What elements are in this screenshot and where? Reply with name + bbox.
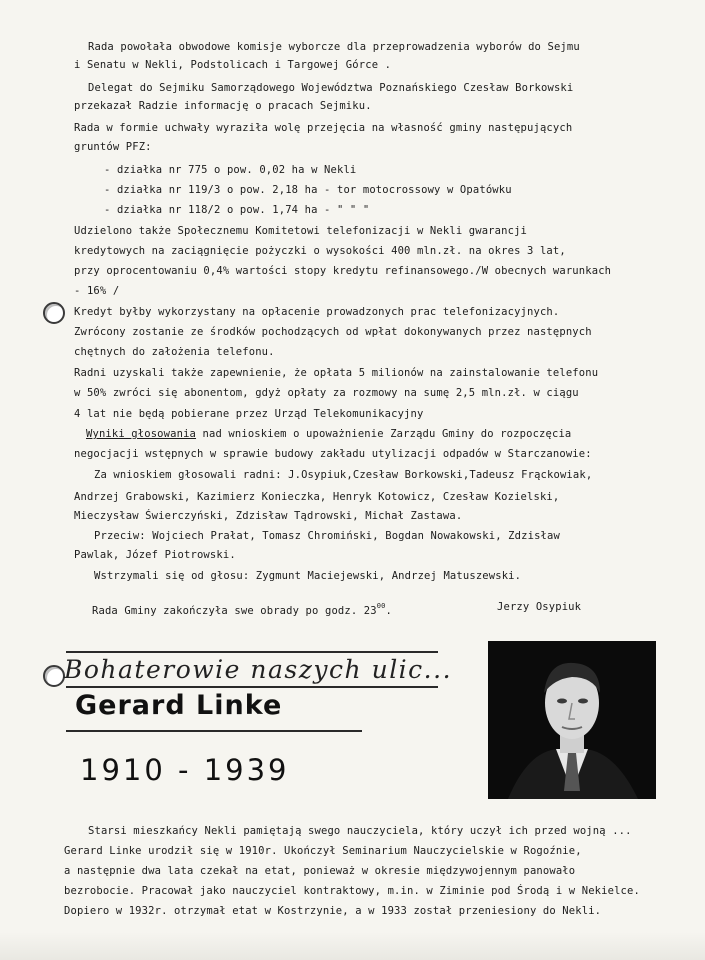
text-line: Kredyt byłby wykorzystany na opłacenie prowadzonych prac telefonizacyjnych.: [74, 306, 560, 318]
text-line: Za wnioskiem głosowali radni: J.Osypiuk,Czesław Borkowski,Tadeusz Frąckowiak,: [94, 469, 593, 481]
section-banner-title: Bohaterowie naszych ulic...: [64, 655, 453, 684]
closing-period: .: [385, 605, 392, 617]
hero-name: Gerard Linke: [75, 690, 283, 721]
banner-rule-top: [66, 651, 438, 653]
text-line: Zwrócony zostanie ze środków pochodzących od wpłat dokonywanych przez następnych: [74, 326, 592, 338]
portrait-illustration: [488, 641, 656, 799]
text-line: Pawlak, Józef Piotrowski.: [74, 549, 236, 561]
text-line: w 50% zwróci się abonentom, gdyż opłaty za rozmowy na sumę 2,5 mln.zł. w ciągu: [74, 387, 579, 399]
text-line: nad wnioskiem o upoważnienie Zarządu Gminy do rozpoczęcia: [202, 428, 572, 440]
text-line: Przeciw: Wojciech Prałat, Tomasz Chromiński, Bogdan Nowakowski, Zdzisław: [94, 530, 560, 542]
text-line: chętnych do założenia telefonu.: [74, 346, 275, 358]
signature-author: Jerzy Osypiuk: [497, 601, 582, 613]
page-bottom-edge: [0, 932, 705, 960]
text-line: Gerard Linke urodził się w 1910r. Ukończył Seminarium Nauczycielskie w Rogoźnie,: [64, 845, 582, 857]
binder-hole-icon: [43, 665, 65, 687]
text-line: Wstrzymali się od głosu: Zygmunt Maciejewski, Andrzej Matuszewski.: [94, 570, 522, 582]
text-line: Dopiero w 1932r. otrzymał etat w Kostrzynie, a w 1933 został przeniesiony do Nekli.: [64, 905, 602, 917]
voting-results-line: [86, 427, 571, 441]
text-line: kredytowych na zaciągnięcie pożyczki o wysokości 400 mln.zł. na okres 3 lat,: [74, 245, 566, 257]
binder-hole-icon: [43, 302, 65, 324]
portrait-photo: [488, 641, 656, 799]
closing-text: Rada Gminy zakończyła swe obrady po godz. 23: [92, 605, 377, 617]
text-line: Mieczysław Świerczyński, Zdzisław Tądrowski, Michał Zastawa.: [74, 510, 463, 522]
text-line: bezrobocie. Pracował jako nauczyciel kontraktowy, m.in. w Ziminie pod Środą i w Nekielce.: [64, 885, 640, 897]
time-superscript: 00: [376, 602, 386, 610]
text-line: - 16% /: [74, 285, 120, 297]
text-line: 4 lat nie będą pobierane przez Urząd Telekomunikacyjny: [74, 408, 424, 420]
voting-results-heading: Wyniki głosowania: [86, 428, 197, 440]
text-line: przekazał Radzie informację o pracach Sejmiku.: [74, 100, 372, 112]
text-line: i Senatu w Nekli, Podstolicach i Targowej Górce .: [74, 59, 392, 71]
list-item: - działka nr 775 o pow. 0,02 ha w Nekli: [104, 164, 357, 176]
list-item: - działka nr 119/3 o pow. 2,18 ha - tor motocrossowy w Opatówku: [104, 184, 512, 196]
text-line: Udzielono także Społecznemu Komitetowi telefonizacji w Nekli gwarancji: [74, 225, 528, 237]
closing-line: [92, 599, 392, 618]
text-line: Delegat do Sejmiku Samorządowego Województwa Poznańskiego Czesław Borkowski: [88, 82, 574, 94]
hero-years: 1910 - 1939: [80, 753, 290, 787]
text-line: a następnie dwa lata czekał na etat, ponieważ w okresie międzywojennym panowało: [64, 865, 576, 877]
text-line: Radni uzyskali także zapewnienie, że opłata 5 milionów na zainstalowanie telefonu: [74, 367, 599, 379]
text-line: Rada powołała obwodowe komisje wyborcze dla przeprowadzenia wyborów do Sejmu: [88, 41, 580, 53]
text-line: gruntów PFZ:: [74, 141, 152, 153]
text-line: Andrzej Grabowski, Kazimierz Konieczka, Henryk Kotowicz, Czesław Kozielski,: [74, 491, 560, 503]
text-line: Starsi mieszkańcy Nekli pamiętają swego nauczyciela, który uczył ich przed wojną ...: [88, 825, 632, 837]
banner-rule-bottom: [66, 686, 438, 688]
text-line: Rada w formie uchwały wyraziła wolę przejęcia na własność gminy następujących: [74, 122, 573, 134]
name-underline: [66, 730, 362, 732]
text-line: przy oprocentowaniu 0,4% wartości stopy kredytu refinansowego./W obecnych warunkach: [74, 265, 612, 277]
list-item: - działka nr 118/2 o pow. 1,74 ha - " " ": [104, 204, 370, 216]
text-line: negocjacji wstępnych w sprawie budowy zakładu utylizacji odpadów w Starczanowie:: [74, 448, 592, 460]
